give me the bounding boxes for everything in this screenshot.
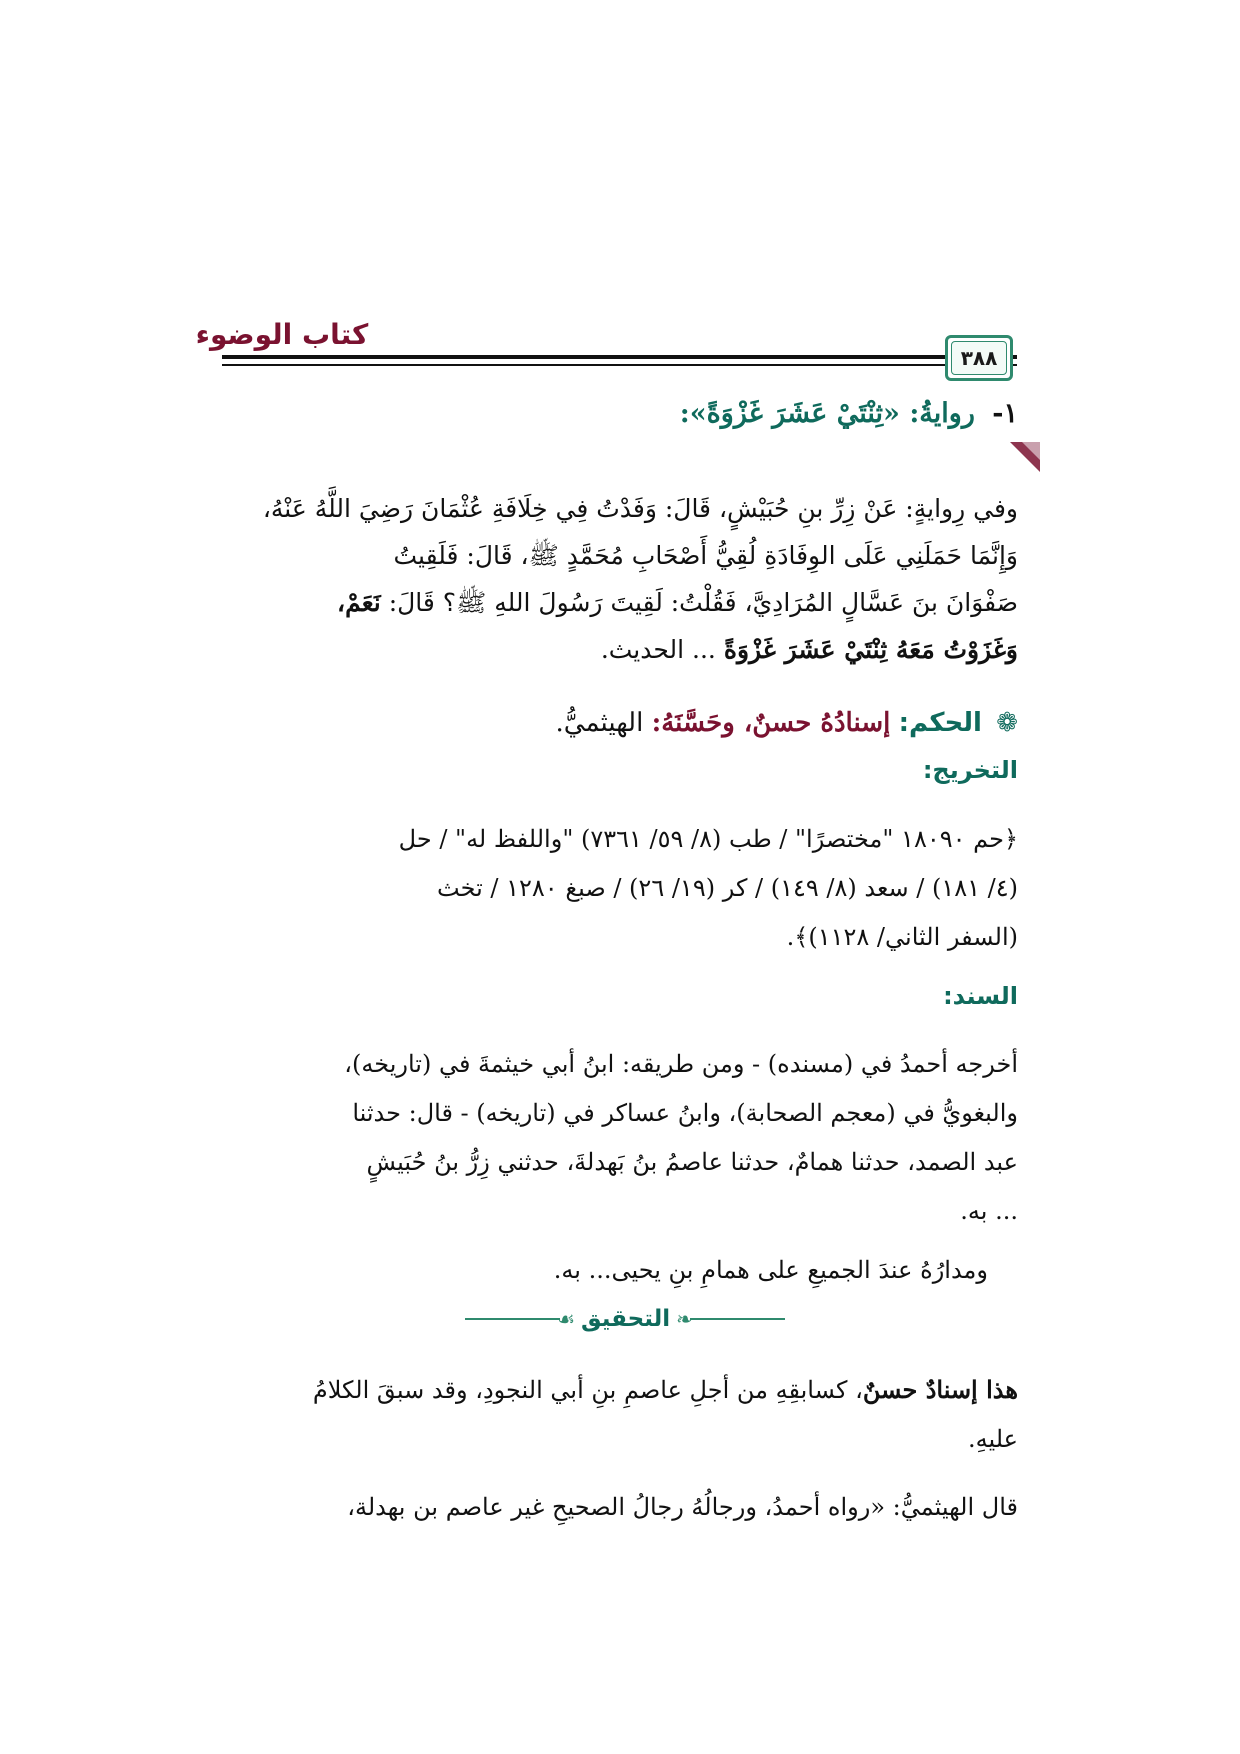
- hadith-bold-phrase: وَغَزَوْتُ مَعَهُ ثِنْتَيْ عَشَرَ غَزْوَةً: [723, 635, 1018, 664]
- ruling-label: الحكم:: [898, 708, 982, 738]
- divider-ornament: [465, 1306, 785, 1332]
- tahqiq-bold-start: هذا إسنادٌ حسنٌ: [862, 1375, 1018, 1404]
- takhrij-line: (السفر الثاني/ ١١٢٨)﴾.: [786, 923, 1018, 951]
- madar-line: ومدارُهُ عندَ الجميعِ على همامِ بنِ يحيى... به.: [553, 1256, 988, 1284]
- hadith-line: وَإِنَّمَا حَمَلَنِي عَلَى الوِفَادَةِ لُقِيُّ أَصْحَابِ مُحَمَّدٍ ﷺ، قَالَ: فَلَقِيتُ: [393, 541, 1018, 570]
- sanad-heading: السند:: [943, 982, 1018, 1010]
- hadith-bold-yes: نَعَمْ،: [337, 588, 381, 617]
- quote-line: قال الهيثميُّ: «رواه أحمدُ، ورجالُهُ رجالُ الصحيحِ غير عاصم بن بهدلة،: [347, 1493, 1018, 1521]
- takhrij-text: [218, 815, 1018, 962]
- book-title: كتاب الوضوء: [195, 318, 369, 351]
- ruling-by: الهيثميُّ.: [555, 708, 644, 738]
- madar-text: [218, 1246, 1018, 1295]
- hadith-line: صَفْوَانَ بنَ عَسَّالٍ المُرَادِيَّ، فَقُلْتُ: لَقِيتَ رَسُولَ اللهِ ﷺ؟ قَالَ: نَعَمْ،: [337, 588, 1018, 617]
- hadith-text: [218, 485, 1018, 673]
- takhrij-line: ﴿حم ١٨٠٩٠ "مختصرًا" / طب (٨/ ٥٩/ ٧٣٦١) "واللفظ له" / حل: [398, 825, 1018, 853]
- sanad-line: عبد الصمد، حدثنا همامٌ، حدثنا عاصمُ بنُ بَهدلةَ، حدثني زِرُّ بنُ حُبَيشٍ: [366, 1148, 1018, 1176]
- section-number: ١-: [992, 398, 1018, 429]
- tahqiq-title: التحقيق: [581, 1306, 671, 1332]
- takhrij-line: (٤/ ١٨١) / سعد (٨/ ١٤٩) / كر (١٩/ ٢٦) / صبغ ١٢٨٠ / تخث: [437, 874, 1018, 902]
- section-title: روايةُ: «ثِنْتَيْ عَشَرَ غَزْوَةً»:: [679, 398, 975, 429]
- haythami-quote: [218, 1483, 1018, 1532]
- page-number-badge: [945, 335, 1013, 381]
- corner-ornament-icon: [1010, 442, 1040, 472]
- ruling-line: [556, 708, 1018, 738]
- ornament-left-icon: ☙: [557, 1307, 575, 1331]
- sanad-line: أخرجه أحمدُ في (مسنده) - ومن طريقه: ابنُ أبي خيثمةَ في (تاريخه)،: [344, 1050, 1018, 1078]
- page-number: ٣٨٨: [960, 346, 998, 370]
- hadith-line: وفي رِوايةٍ: عَنْ زِرِّ بنِ حُبَيْشٍ، قَالَ: وَفَدْتُ فِي خِلَافَةِ عُثْمَانَ رَضِيَ اللَّهُ عَنْهُ،: [262, 494, 1018, 523]
- section-heading: [680, 398, 1018, 429]
- sanad-line: ... به.: [960, 1197, 1018, 1225]
- ornament-right-icon: ❧: [676, 1307, 693, 1331]
- sanad-line: والبغويُّ في (معجم الصحابة)، وابنُ عساكر في (تاريخه) - قال: حدثنا: [352, 1099, 1018, 1127]
- tahqiq-text: [218, 1365, 1018, 1464]
- takhrij-heading: التخريج:: [922, 756, 1018, 784]
- tahqiq-line: هذا إسنادٌ حسنٌ، كسابقِهِ من أجلِ عاصمِ بنِ أبي النجودِ، وقد سبقَ الكلامُ: [312, 1375, 1018, 1404]
- ruling-text: إسنادُهُ حسنٌ، وحَسَّنَهُ:: [651, 708, 891, 738]
- sanad-text: [218, 1040, 1018, 1236]
- tahqiq-divider: [465, 1304, 785, 1334]
- flower-icon: ❁: [996, 708, 1018, 738]
- header-rule-bottom: [222, 364, 1017, 366]
- hadith-line: وَغَزَوْتُ مَعَهُ ثِنْتَيْ عَشَرَ غَزْوَةً ... الحديث.: [600, 635, 1018, 664]
- tahqiq-line: عليهِ.: [967, 1425, 1018, 1453]
- page-number-frame: [951, 341, 1007, 375]
- header-rule-top: [222, 355, 1017, 359]
